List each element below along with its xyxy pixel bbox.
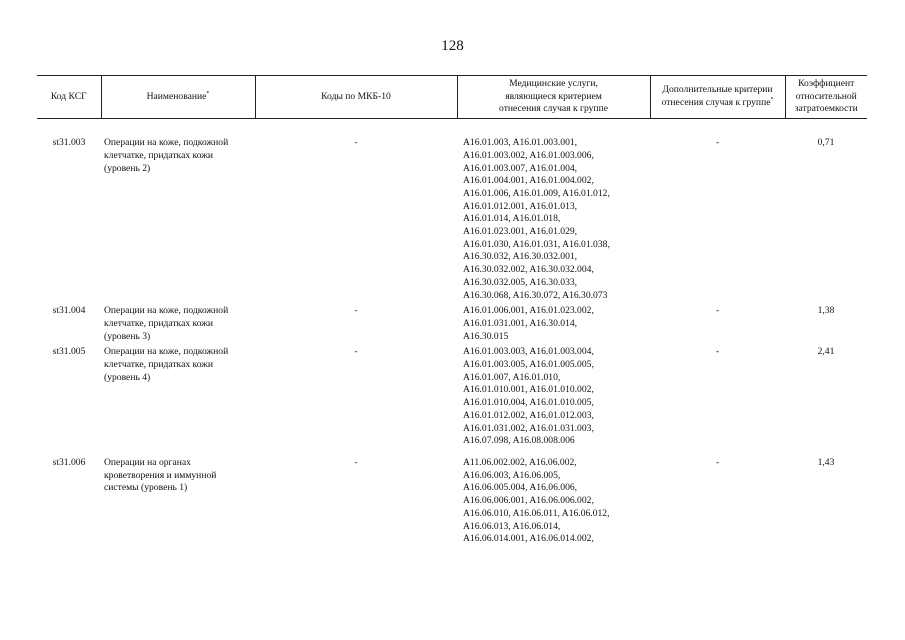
extra-criteria: - [715,305,720,317]
mkb-codes: - [354,305,358,317]
ksg-name: Операции на коже, подкожной клетчатке, придатках кожи (уровень 4) [104,346,229,383]
mkb-codes: - [354,346,358,358]
extra-criteria: - [715,137,720,149]
table-row [37,343,867,448]
table-header-row [37,76,867,119]
coefficient: 0,71 [817,137,835,149]
table-row [37,448,867,546]
medical-services: A16.01.003, A16.01.003.001, A16.01.003.002, A16.01.003.006, A16.01.003.007, A16.01.004, A16.01.004.001, A16.01.004.002, A16.01.006, A16.01.009, A16.01.012, A16.01.012.001, A16.01.013, A16.01.014, A16.01.018, A16.01.023.001, A16.01.029, A16.01.030, A16.01.031, A16.01.038, A16.30.032, A16.30.032.001, A16.30.032.002, A16.30.032.004, A16.30.032.005, A16.30.033, A16.30.068, A16.30.072, A16.30.073 [463,137,610,301]
header-extra-criteria: Дополнительные критерии отнесения случая к группе* [650,76,785,119]
table-row [37,119,867,303]
medical-services: A11.06.002.002, A16.06.002, A16.06.003, A16.06.005, A16.06.005.004, A16.06.006, A16.06.006.001, A16.06.006.002, A16.06.010, A16.06.011, A16.06.012, A16.06.013, A16.06.014, A16.06.014.001, A16.06.014.002, [463,456,610,545]
ksg-name: Операции на органах кроветворения и иммунной системы (уровень 1) [104,456,217,494]
mkb-codes: - [354,137,358,149]
coefficient: 1,43 [817,456,835,468]
ksg-code: st31.004 [52,305,86,317]
header-coefficient: Коэффициент относительной затратоемкости [785,76,867,119]
header-name: Наименование* [101,76,255,119]
footnote-mark: * [206,90,210,97]
ksg-code: st31.003 [52,137,86,149]
ksg-name: Операции на коже, подкожной клетчатке, придатках кожи (уровень 2) [104,137,229,174]
coefficient: 1,38 [817,305,835,317]
table-row [37,302,867,343]
mkb-codes: - [354,456,358,468]
extra-criteria: - [715,456,720,468]
header-services: Медицинские услуги, являющиеся критерием отнесения случая к группе [457,76,650,119]
coefficient: 2,41 [817,346,835,358]
medical-services: A16.01.003.003, A16.01.003.004, A16.01.003.005, A16.01.005.005, A16.01.007, A16.01.010, A16.01.010.001, A16.01.010.002, A16.01.010.004, A16.01.010.005, A16.01.012.002, A16.01.012.003, A16.01.031.002, A16.01.031.003, A16.07.098, A16.08.008.006 [463,346,594,447]
ksg-name: Операции на коже, подкожной клетчатке, придатках кожи (уровень 3) [104,305,229,342]
header-mkb: Коды по МКБ-10 [255,76,457,119]
medical-services: A16.01.006.001, A16.01.023.002, A16.01.031.001, A16.30.014, A16.30.015 [463,305,594,342]
header-code: Код КСГ [37,76,101,119]
ksg-code: st31.005 [52,346,86,358]
page-number: 128 [441,38,464,54]
ksg-table [37,75,867,546]
extra-criteria: - [715,346,720,358]
ksg-code: st31.006 [52,456,86,468]
footnote-mark: * [770,97,774,104]
